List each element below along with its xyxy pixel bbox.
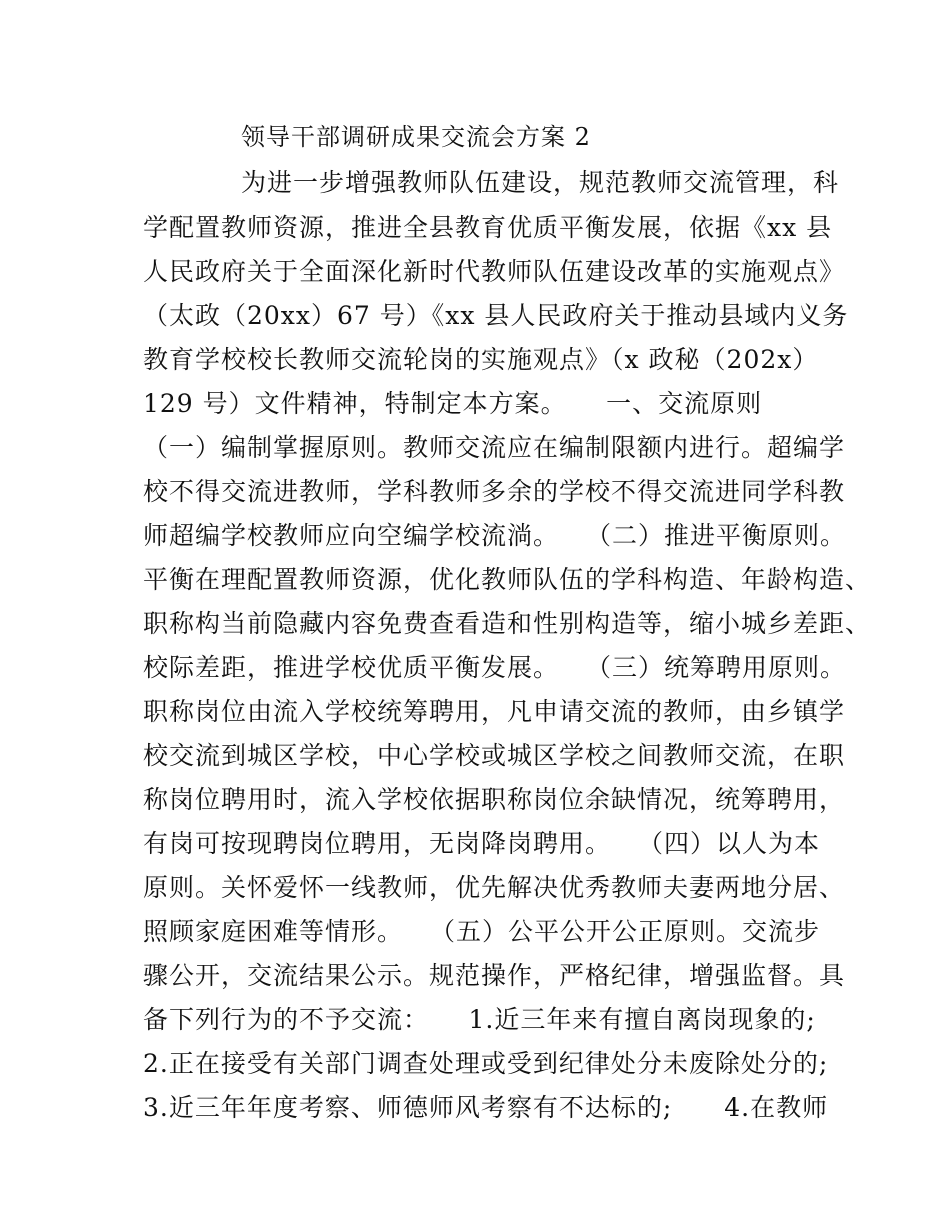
paragraph-line: 备下列行为的不予交流： 1.近三年来有擅自离岗现象的; <box>143 1005 816 1034</box>
paragraph-line: 平衡在理配置教师资源，优化教师队伍的学科构造、年龄构造、 <box>143 565 872 594</box>
paragraph-line: 照顾家庭困难等情形。 （五）公平公开公正原则。交流步 <box>143 917 821 946</box>
paragraph-line: 为进一步增强教师队伍建设，规范教师交流管理，科 <box>241 168 840 197</box>
paragraph-line: 有岗可按现聘岗位聘用，无岗降岗聘用。 （四）以人为本 <box>143 829 821 858</box>
paragraph-line: 校不得交流进教师，学科教师多余的学校不得交流进同学科教 <box>143 477 846 506</box>
paragraph-line: 人民政府关于全面深化新时代教师队伍建设改革的实施观点》 <box>143 257 846 286</box>
paragraph-line: （一）编制掌握原则。教师交流应在编制限额内进行。超编学 <box>143 433 846 462</box>
paragraph-line: 职称构当前隐藏内容免费查看造和性别构造等，缩小城乡差距、 <box>143 609 872 638</box>
paragraph-line: 教育学校校长教师交流轮岗的实施观点》（x 政秘（202x） <box>143 345 819 374</box>
paragraph-line: 校交流到城区学校，中心学校或城区学校之间教师交流，在职 <box>143 741 846 770</box>
document-title: 领导干部调研成果交流会方案 2 <box>241 123 591 151</box>
paragraph-line: 原则。关怀爱怀一线教师，优先解决优秀教师夫妻两地分居、 <box>143 873 846 902</box>
paragraph-line: （太政（20xx）67 号）《xx 县人民政府关于推动县域内义务 <box>143 301 849 330</box>
paragraph-line: 2.正在接受有关部门调查处理或受到纪律处分未废除处分的; <box>143 1049 829 1078</box>
paragraph-line: 职称岗位由流入学校统筹聘用，凡申请交流的教师，由乡镇学 <box>143 697 846 726</box>
paragraph-line: 3.近三年年度考察、师德师风考察有不达标的; 4.在教师 <box>143 1093 829 1122</box>
paragraph-line: 学配置教师资源，推进全县教育优质平衡发展，依据《xx 县 <box>143 213 833 242</box>
paragraph-line: 129 号）文件精神，特制定本方案。 一、交流原则 <box>143 389 763 418</box>
paragraph-line: 称岗位聘用时，流入学校依据职称岗位余缺情况，统筹聘用， <box>143 785 846 814</box>
paragraph-line: 校际差距，推进学校优质平衡发展。 （三）统筹聘用原则。 <box>143 653 847 682</box>
paragraph-line: 师超编学校教师应向空编学校流淌。 （二）推进平衡原则。 <box>143 521 847 550</box>
paragraph-line: 骤公开，交流结果公示。规范操作，严格纪律，增强监督。具 <box>143 961 846 990</box>
